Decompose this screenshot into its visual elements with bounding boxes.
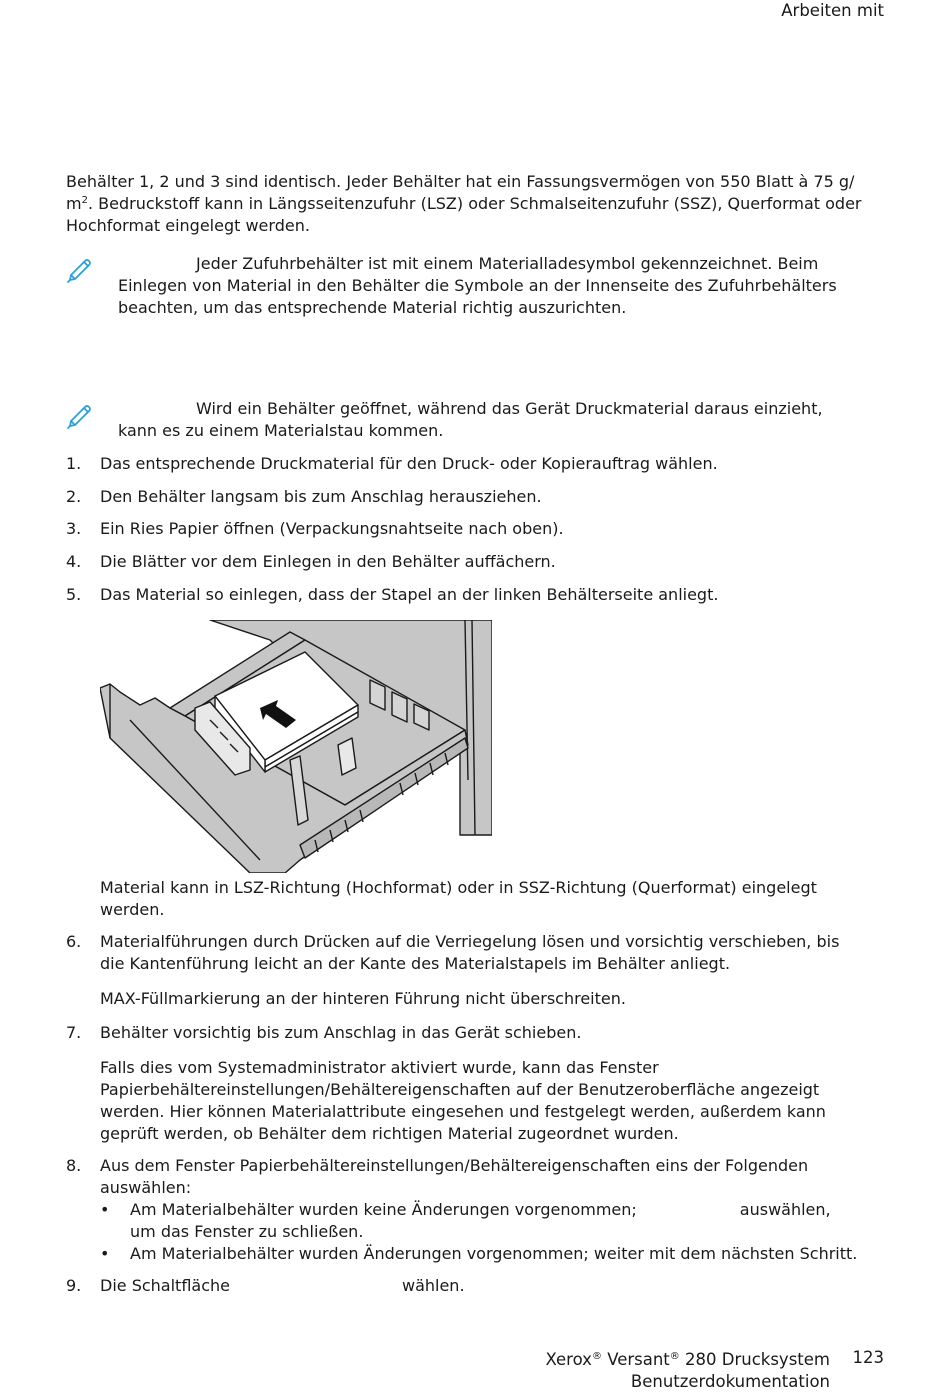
page-number: 123 <box>852 1348 884 1367</box>
footer-title: Xerox® Versant® 280 Drucksystem Benutzerdokumentation <box>545 1350 830 1391</box>
pencil-note-icon <box>64 400 94 430</box>
intro-line: Behälter 1, 2 und 3 sind identisch. Jeder Behälter hat ein Fassungsvermögen von 550 Blatt à 75 g/ <box>66 172 855 191</box>
step-note: MAX-Füllmarkierung an der hinteren Führung nicht überschreiten. <box>100 989 626 1008</box>
running-header: Arbeiten mit <box>781 1 884 20</box>
note-text: Jeder Zufuhrbehälter ist mit einem Materialladesymbol gekennzeichnet. Beim Einlegen von Material in den Behälter die Symbole an der Innenseite des Zufuhrbehälters beachten, um das entsprechende Material richtig auszurichten. <box>118 254 837 317</box>
pencil-note-icon <box>64 254 94 284</box>
note-text: Wird ein Behälter geöffnet, während das Gerät Druckmaterial daraus einzieht, kann es zu einem Materialstau kommen. <box>118 399 823 440</box>
intro-paragraph <box>66 171 886 237</box>
intro-line: Hochformat eingelegt werden. <box>66 216 310 235</box>
bullet-item: • Am Materialbehälter wurden Änderungen vorgenommen; weiter mit dem nächsten Schritt. <box>100 1244 858 1263</box>
paper-tray-illustration <box>100 620 492 873</box>
intro-line: $m^2$. Bedruckstoff kann in Längsseitenzufuhr (LSZ) oder Schmalseitenzufuhr (SSZ), Querformat oder <box>66 194 862 213</box>
step-note: Material kann in LSZ-Richtung (Hochformat) oder in SSZ-Richtung (Querformat) eingelegt werden. <box>100 878 817 919</box>
bullet-item: • Am Materialbehälter wurden keine Änderungen vorgenommen; auswählen, um das Fenster zu schließen. <box>100 1200 831 1241</box>
step-note: Falls dies vom Systemadministrator aktiviert wurde, kann das Fenster Papierbehältereinstellungen/Behältereigenschaften auf der Benutzeroberfläche angezeigt werden. Hier können Materialattribute eingesehen und festgelegt werden, außerdem kann geprüft werden, ob Behälter dem richtigen Material zugeordnet wurden. <box>100 1058 826 1143</box>
